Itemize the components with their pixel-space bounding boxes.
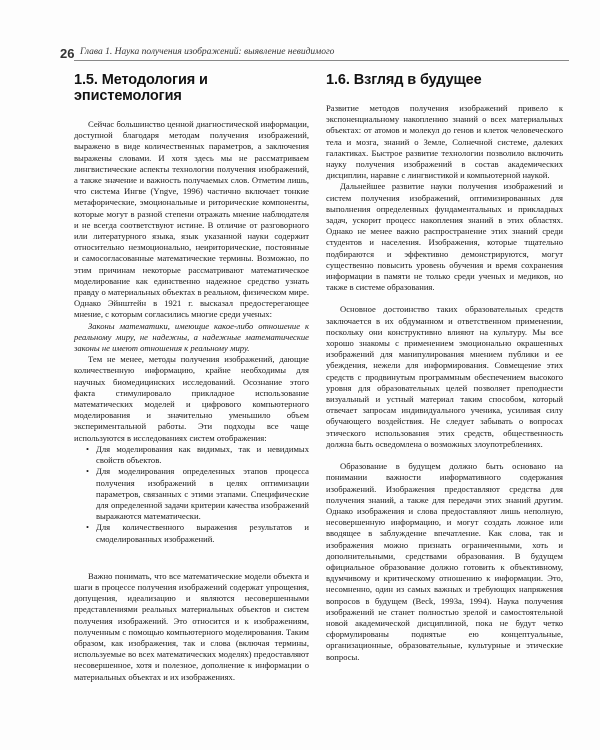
list-item: • Для моделирования как видимых, так и невидимых свойств объектов. <box>74 444 309 466</box>
paragraph: Дальнейшее развитие науки получения изображений и систем получения изображений, оптимизированных для выполнения определенных фундаментальных и прикладных задач, ускорит процесс накопления знаний в этих областях. Однако не менее важно распространение этих знаний среди студентов и населения. Изображения, которые тщательно подбираются и эффективно демонстрируются, могут существенно повысить уровень обучения и время сохранения информации в памяти не только среди ученых и медиков, но также в системе образования. <box>326 181 563 293</box>
paragraph: Развитие методов получения изображений привело к экспоненциальному накоплению знаний о всех материальных объектах: от атомов и молекул до генов и клеток человеческого тела и мозга, знаний о Земле, Солнечной системе, далеких галактиках. Быстрое развитие технологии позволило включить науку получения изображений в состав академических дисциплин, наравне с лингвистикой и компьютерной наукой. <box>326 103 563 181</box>
einstein-quote: Законы математики, имеющие какое-либо отношение к реальному миру, не надежны, а надежные математические законы не имеют отношения к реальному миру. <box>74 320 309 354</box>
header-rule <box>74 60 569 61</box>
left-column <box>74 72 309 683</box>
running-title: Глава 1. Наука получения изображений: выявление невидимого <box>80 47 335 57</box>
paragraph: Образование в будущем должно быть основано на понимании важности информативного содержания изображений. Изображения предоставляют средства для получения знаний, а также для передачи этих знаний другим. Однако изображения и слова предоставляют лишь неполную, несовершенную информацию, и могут создать ложное или вводящее в заблуждение впечатление. Как слова, так и изображения можно признать ограниченными, хоть и дополнительными, средствами образования. В будущем официальное образование должно готовить к объективному, вдумчивому и критическому отношению к информации. Это, несомненно, один из самых важных и требующих напряжения вопросов в будущем (Beck, 1993a, 1994). Наука получения изображений не станет полностью зрелой и самостоятельной новой академической дисциплиной, пока не будут четко сформулированы поднятые ею концептуальные, организационные, образовательные, культурные и этические вопросы. <box>326 461 563 662</box>
list-item: • Для количественного выражения результатов и смоделированных изображений. <box>74 522 309 544</box>
section-title-future: 1.6. Взгляд в будущее <box>326 72 482 88</box>
paragraph: Основное достоинство таких образовательных средств заключается в их обдуманном и ответственном применении, поскольку они конструктивно влияют на культуру. Мы все хорошо знакомы с применением эмоционально окрашенных изображений для манипулирования мнением публики и ее убеждения, нежели для информирования. Совмещение этих средств с продвинутым программным обеспечением высокого уровня для образовательных целей позволяет преподнести визуальный и устный материал таким способом, который отвечает запросам индивидуального ученика, усиливая силу обучающего воздействия. Не следует забывать о вопросах этического использования этих средств, общественность должна быть осведомлена о возможных злоупотреблениях. <box>326 304 563 449</box>
section-title-methodology: 1.5. Методология и эпистемология <box>74 72 208 104</box>
paragraph: Важно понимать, что все математические модели объекта и шаги в процессе получения изображений содержат упрощения, допущения, идеализацию и являются несовершенными представлениями реальных материальных объектов и систем получения изображений. Это относится и к изображениям, полученным с помощью компьютерного моделирования. Таким образом, как изображения, так и слова (включая термины, используемые во всех математических моделях) предоставляют несовершенное, хотя и полезное, дополнение к информации о материальных объектах и их изображениях. <box>74 570 309 682</box>
right-column <box>326 72 563 663</box>
paragraph: Сейчас большинство ценной диагностической информации, доступной благодаря методам получения изображений, выражено в виде количественных параметров, а заключения выражены словами. И хотя здесь мы не рассматриваем лингвистические аспекты технологии получения изображений, а также значение и важность получаемых слов. Отметим лишь, что система Ингве (Yngve, 1996) частично включает тонкие метафорические, эмоциональные и риторические компоненты, которые могут в разной степени отражать мнение наблюдателя и не всегда соответствуют истине. В отличие от разговорного или литературного языка, язык указанной науки содержит относительно незмоционально, неириторические, постоянные и самосогласованные математические термины. Возможно, по этим причинам некоторые рассматривают математическое моделирование как единственно надежное средство узнать правду о материальных объектах в реальном, физическом мире. Однако Эйнштейн в 1921 г. высказал предостерегающее мнение, с которым согласились многие среди ученых: <box>74 119 309 320</box>
page-number: 26 <box>60 46 75 61</box>
list-item: • Для моделирования определенных этапов процесса получения изображений в целях оптимизации параметров, связанных с этими этапами. Специфические для определенной задачи критерии качества изображений выражаются математически. <box>74 466 309 522</box>
bullet-list <box>74 444 309 545</box>
paragraph: Тем не менее, методы получения изображений, дающие количественную информацию, крайне необходимы для научных биомедицинских исследований. Осознание этого факта стимулировало прикладное использование математических моделей и цифрового компьютерного моделирования и значительно уменьшило объем экспериментальной работы. Эти подходы все чаще используются в исследованиях систем отображения: <box>74 354 309 443</box>
